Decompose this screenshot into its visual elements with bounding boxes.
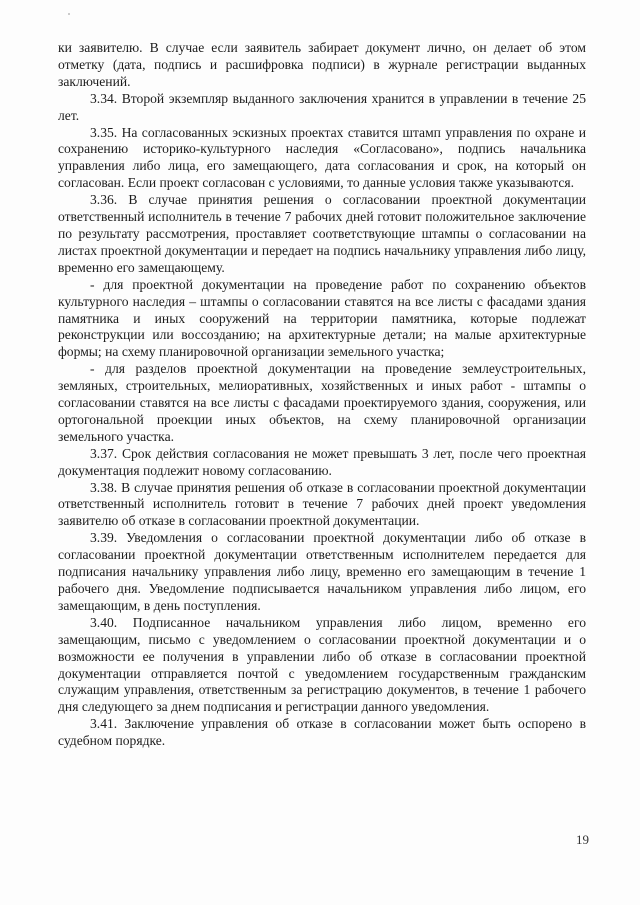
scan-speck [68, 13, 70, 15]
list-item-earthworks: - для разделов проектной документации на проведение землеустроительных, земляных, строительных, мелиоративных, хозяйственных и иных работ - штампы о согласовании ставятся на все листы с фасадами проектируемого здания, сооружения, или ортогональной проекции иных объектов, на схему планировочной организации земельного участка. [58, 361, 586, 444]
paragraph-3-35: 3.35. На согласованных эскизных проектах ставится штамп управления по охране и сохранению историко-культурного наследия «Согласовано», подпись начальника управления либо лица, его замещающего, дата согласования и срок, на который он согласован. Если проект согласован с условиями, то данные условия также указываются. [58, 124, 586, 191]
page-number: 19 [576, 832, 589, 847]
document-body [58, 40, 586, 750]
paragraph-3-37: 3.37. Срок действия согласования не может превышать 3 лет, после чего проектная документация подлежит новому согласованию. [58, 445, 586, 478]
paragraph-3-39: 3.39. Уведомления о согласовании проектной документации либо об отказе в согласовании проектной документации ответственным исполнителем передается для подписания начальнику управления либо лицу, временно его замещающим в течение 1 рабочего дня. Уведомление подписывается начальником управления либо лицом, его замещающим, в день поступления. [58, 530, 586, 613]
list-item-cultural-heritage: - для проектной документации на проведение работ по сохранению объектов культурного наследия – штампы о согласовании ставятся на все листы с фасадами здания памятника и иных сооружений на территории памятника, которые подлежат реконструкции или воссозданию; на архитектурные детали; на малые архитектурные формы; на схему планировочной организации земельного участка; [58, 276, 586, 360]
paragraph-continuation: ки заявителю. В случае если заявитель забирает документ лично, он делает об этом отметку (дата, подпись и расшифровка подписи) в журнале регистрации выданных заключений. [58, 40, 586, 89]
paragraph-3-41: 3.41. Заключение управления об отказе в согласовании может быть оспорено в судебном порядке. [58, 716, 586, 749]
paragraph-3-38: 3.38. В случае принятия решения об отказе в согласовании проектной документации ответственный исполнитель готовит в течение 7 рабочих дней проект уведомления заявителю об отказе в согласовании проектной документации. [58, 479, 586, 529]
paragraph-3-34: 3.34. Второй экземпляр выданного заключения хранится в управлении в течение 25 лет. [58, 90, 586, 123]
paragraph-3-40: 3.40. Подписанное начальником управления либо лицом, временно его замещающим, письмо с уведомлением о согласовании проектной документации и о возможности ее получения в управлении либо об отказе в согласовании проектной документации отправляется почтой с уведомлением государственным гражданским служащим управления, ответственным за регистрацию документов, в течение 1 рабочего дня следующего за днем подписания и регистрации данного уведомления. [58, 614, 586, 715]
paragraph-3-36: 3.36. В случае принятия решения о согласовании проектной документации ответственный исполнитель в течение 7 рабочих дней готовит положительное заключение по результату рассмотрения, проставляет соответствующие штампы о согласовании на листах проектной документации и передает на подпись начальнику управления либо лицу, временно его замещающему. [58, 192, 586, 275]
